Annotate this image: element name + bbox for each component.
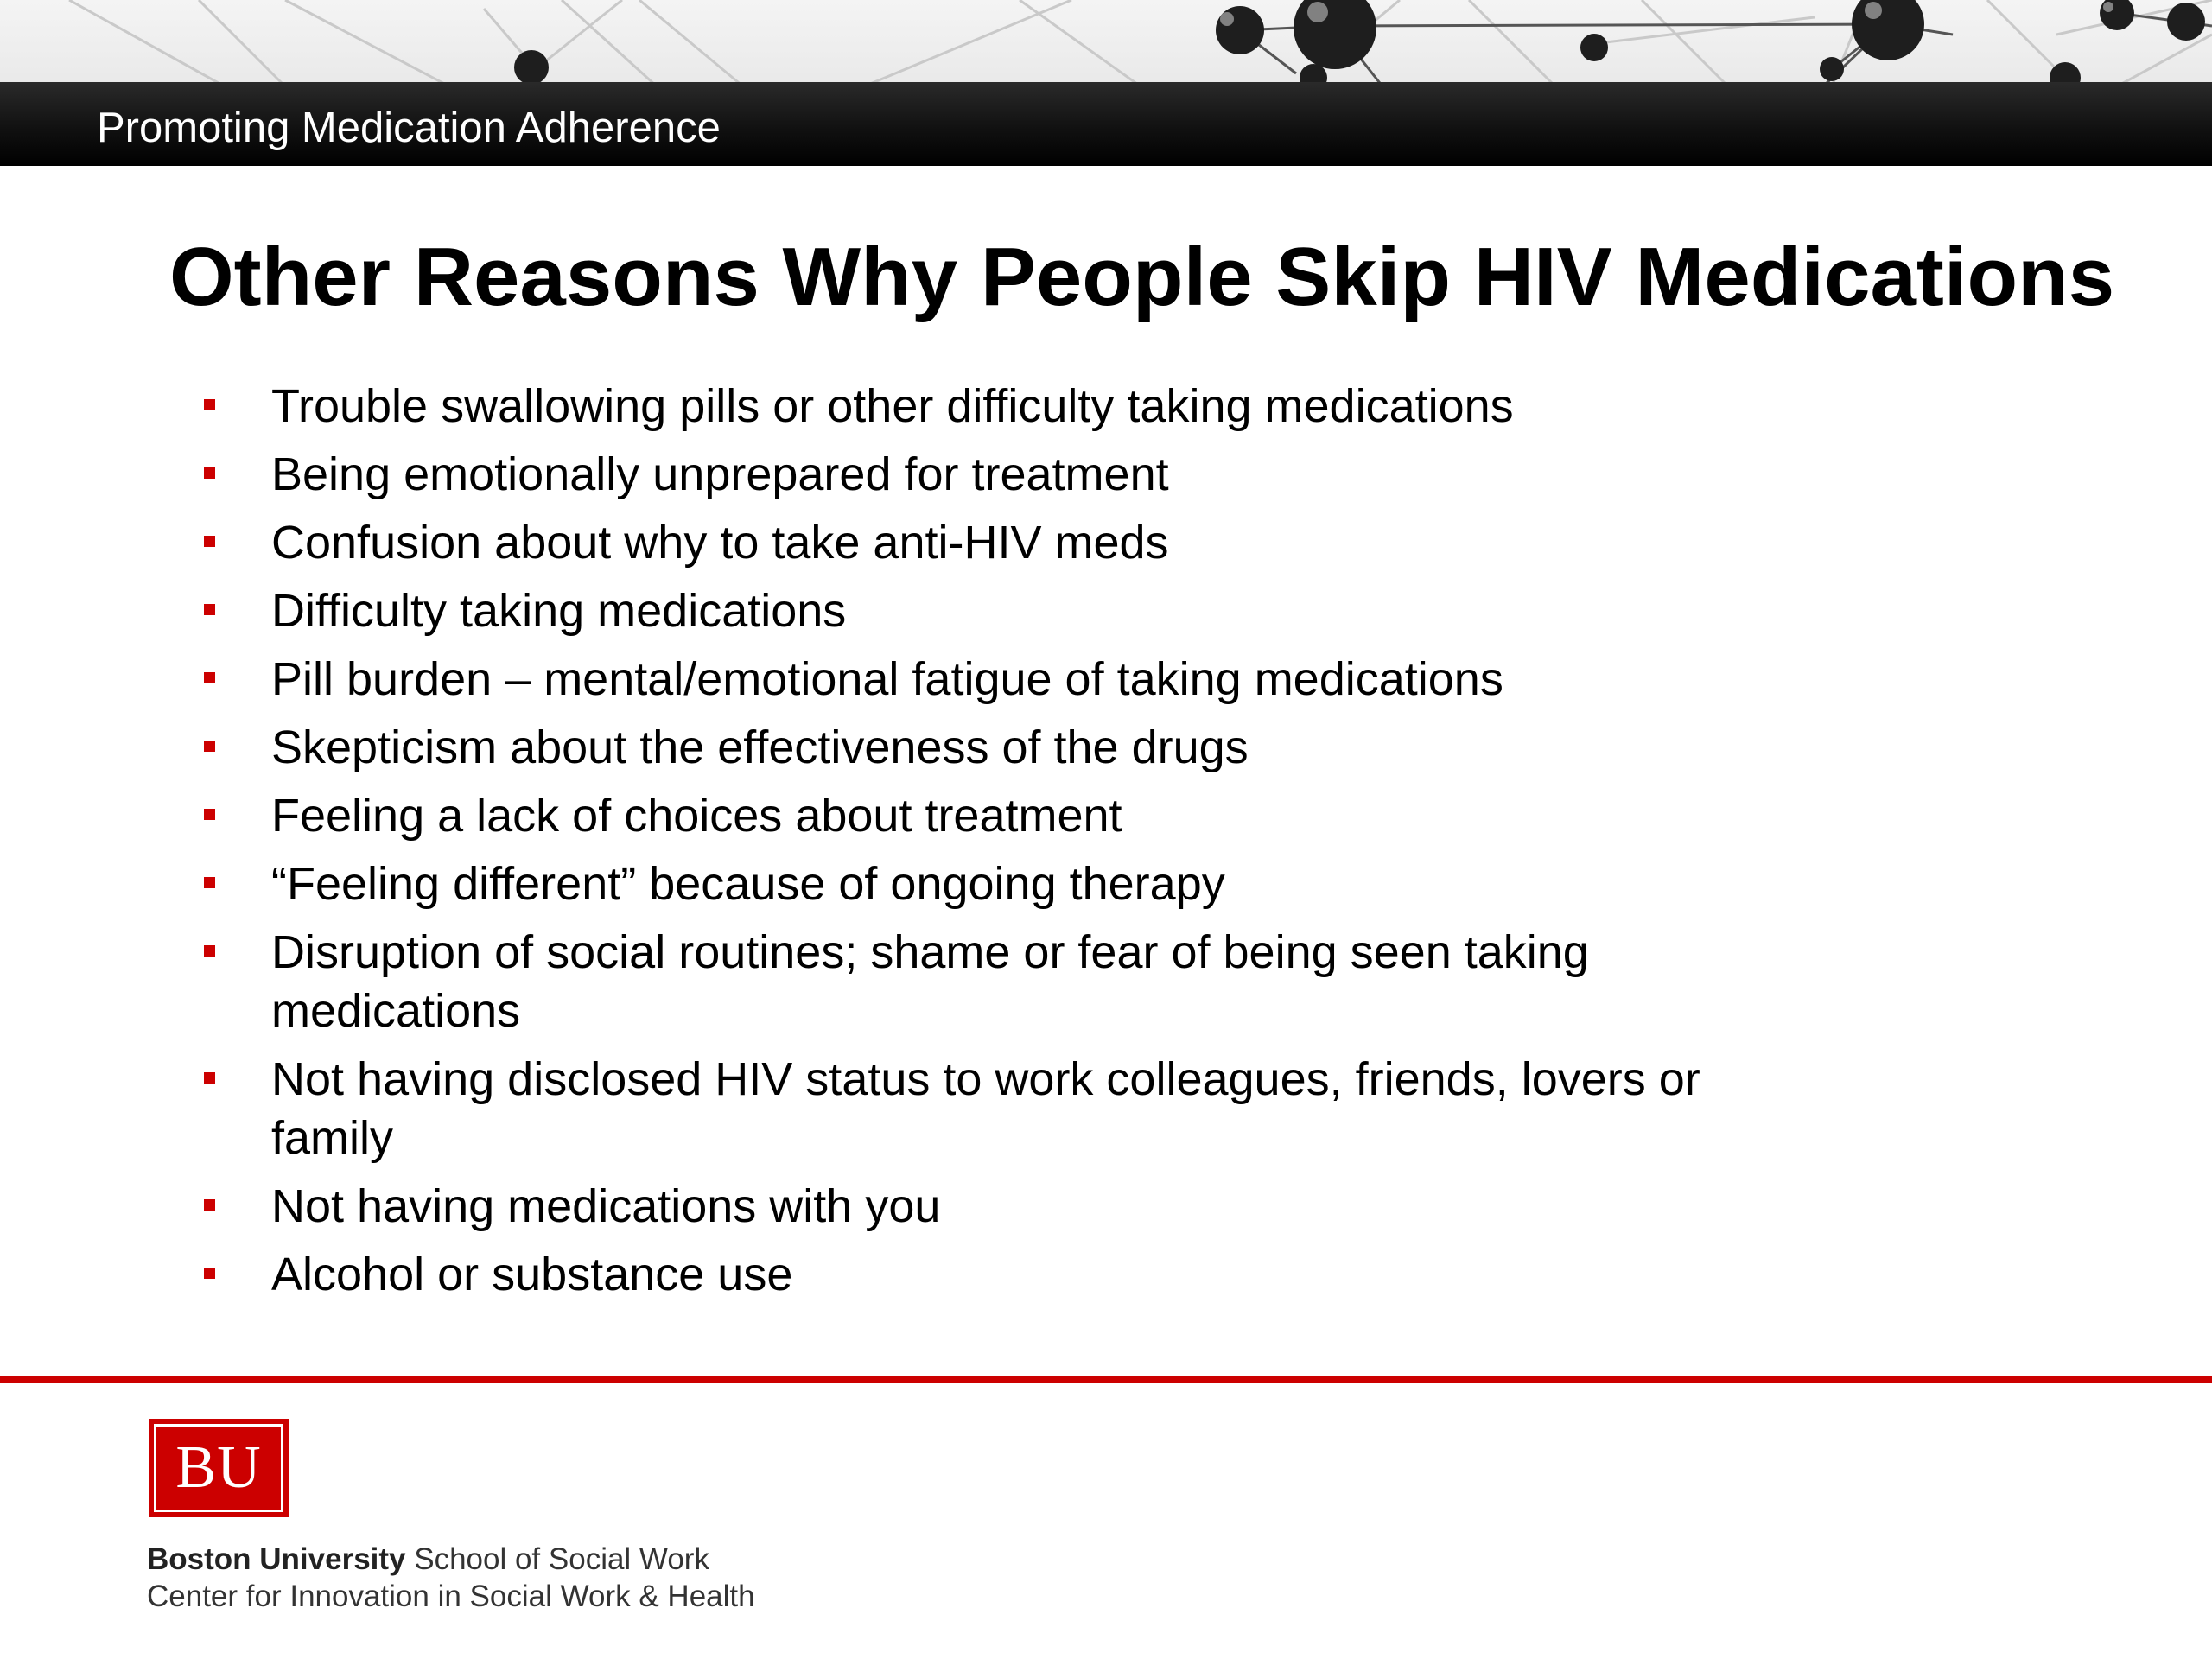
list-item [199,1050,1754,1167]
list-item-text: Not having medications with you [271,1180,941,1232]
red-square-bullet-icon [204,945,215,957]
bu-logo-frame [154,1424,283,1512]
list-item-text: Trouble swallowing pills or other difficulty taking medications [271,380,1514,432]
red-square-bullet-icon [204,809,215,820]
footer-school-line [147,1544,709,1574]
red-square-bullet-icon [204,1268,215,1279]
bu-logo [149,1419,289,1517]
list-item-text: Pill burden – mental/emotional fatigue of taking medications [271,653,1503,705]
list-item [199,377,1754,435]
list-item-text: Feeling a lack of choices about treatment [271,790,1122,842]
slide-title: Other Reasons Why People Skip HIV Medications [169,231,2115,323]
bullet-list [199,377,1754,1313]
red-square-bullet-icon [204,536,215,547]
list-item [199,718,1754,777]
molecule-network-icon [0,0,2212,86]
red-square-bullet-icon [204,741,215,752]
list-item [199,582,1754,640]
list-item-text: “Feeling different” because of ongoing therapy [271,858,1225,910]
list-item [199,650,1754,709]
bu-logo-text: BU [175,1434,262,1501]
list-item-text: Alcohol or substance use [271,1249,793,1300]
university-name: Boston University [147,1542,406,1576]
red-square-bullet-icon [204,672,215,683]
list-item-text: Confusion about why to take anti-HIV meds [271,517,1169,569]
school-name: School of Social Work [405,1542,709,1576]
red-square-bullet-icon [204,877,215,888]
list-item [199,1177,1754,1236]
red-square-bullet-icon [204,467,215,479]
footer-divider [0,1376,2212,1382]
red-square-bullet-icon [204,604,215,615]
red-square-bullet-icon [204,1199,215,1211]
list-item [199,855,1754,913]
list-item-text: Skepticism about the effectiveness of the drugs [271,721,1249,773]
list-item [199,513,1754,572]
list-item-text: Not having disclosed HIV status to work colleagues, friends, lovers or family [271,1053,1700,1164]
list-item [199,445,1754,504]
list-item [199,1245,1754,1304]
header-title: Promoting Medication Adherence [97,105,721,151]
center-name: Center for Innovation in Social Work & Health [147,1580,755,1613]
red-square-bullet-icon [204,399,215,410]
list-item-text: Disruption of social routines; shame or fear of being seen taking medications [271,926,1589,1037]
red-square-bullet-icon [204,1072,215,1084]
list-item-text: Difficulty taking medications [271,585,847,637]
list-item [199,923,1754,1040]
list-item-text: Being emotionally unprepared for treatment [271,448,1169,500]
list-item [199,786,1754,845]
